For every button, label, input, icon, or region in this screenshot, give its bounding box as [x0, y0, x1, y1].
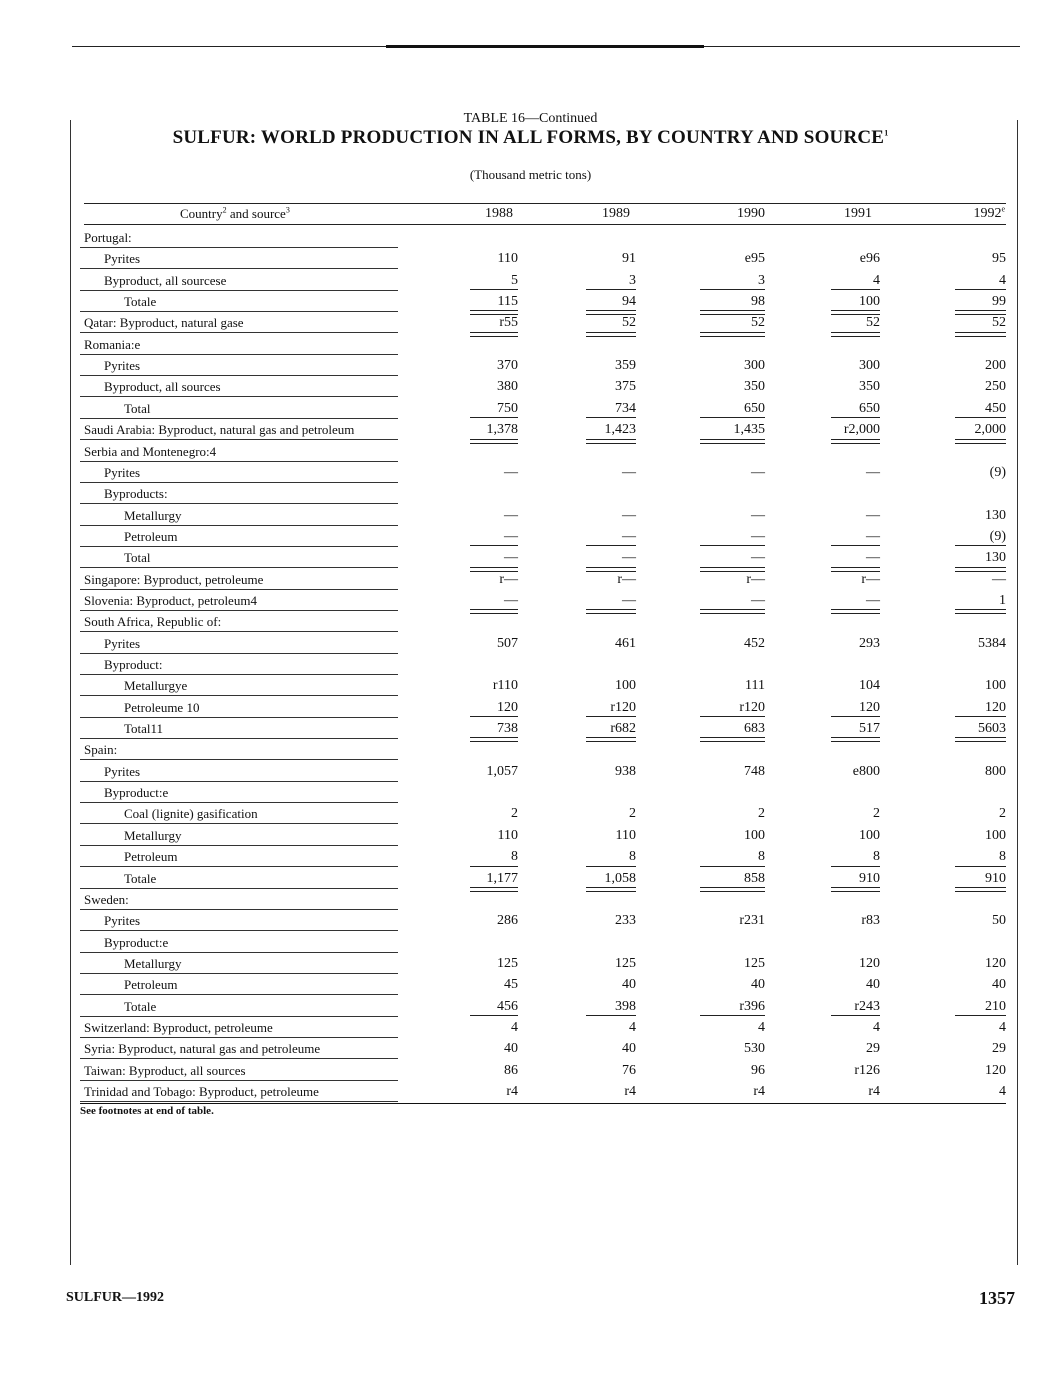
table-cell: r126	[854, 1062, 880, 1078]
table-cell: 200	[985, 358, 1006, 374]
table-cell: 91	[622, 251, 636, 267]
table-cell	[438, 738, 518, 759]
table-cell: 250	[985, 379, 1006, 395]
table-cell: 40	[866, 977, 880, 993]
table-cell: —	[504, 592, 518, 608]
table-cell: —	[504, 507, 518, 523]
row-label: Totale	[80, 995, 398, 1017]
table-cell: 233	[615, 913, 636, 929]
table-cell: 5	[511, 272, 518, 288]
table-cell: 120	[985, 1062, 1006, 1078]
table-cell: 750	[497, 400, 518, 416]
table-cell: r—	[499, 571, 518, 587]
left-margin-rule	[70, 120, 71, 1265]
row-label: Petroleum	[80, 973, 398, 995]
column-header-1992: 1992e	[973, 204, 1005, 221]
table-cell	[685, 333, 765, 354]
table-cell: 456	[497, 998, 518, 1014]
table-cell: 370	[497, 358, 518, 374]
footnote: See footnotes at end of table.	[80, 1105, 214, 1117]
table-cell: —	[751, 464, 765, 480]
table-cell: 359	[615, 358, 636, 374]
table-cell: 50	[992, 913, 1006, 929]
table-cell: 100	[859, 294, 880, 310]
row-label: Portugal:	[80, 226, 398, 248]
row-label: Sweden:	[80, 888, 398, 910]
table-cell	[800, 738, 880, 759]
table-bottom-rule	[80, 1103, 1006, 1104]
table-cell: 111	[745, 678, 765, 694]
table-cell	[926, 738, 1006, 759]
row-label: Coal (lignite) gasification	[80, 802, 398, 824]
table-cell: r55	[499, 315, 518, 331]
table-cell	[800, 226, 880, 247]
table-cell	[556, 738, 636, 759]
table-cell: 800	[985, 763, 1006, 779]
table-cell: 748	[744, 763, 765, 779]
table-cell: —	[866, 528, 880, 544]
row-label: Byproduct:	[80, 653, 398, 675]
table-cell: 461	[615, 635, 636, 651]
table-cell: 738	[497, 721, 518, 737]
table-cell: —	[504, 528, 518, 544]
row-label: Byproduct:e	[80, 781, 398, 803]
table-cell	[926, 226, 1006, 247]
table-cell: 300	[744, 358, 765, 374]
table-cell	[926, 482, 1006, 503]
row-label: Petroleume 10	[80, 696, 398, 718]
row-label: Pyrites	[80, 354, 398, 376]
row-label: Taiwan: Byproduct, all sources	[80, 1059, 398, 1081]
table-cell: 350	[744, 379, 765, 395]
top-rule-accent	[386, 45, 704, 48]
table-cell: 95	[992, 251, 1006, 267]
table-cell: 858	[744, 870, 765, 886]
row-label: Slovenia: Byproduct, petroleum4	[80, 589, 398, 611]
table-cell: 300	[859, 358, 880, 374]
table-cell: 910	[985, 870, 1006, 886]
row-label: Total	[80, 397, 398, 419]
table-cell	[685, 888, 765, 909]
table-cell: 100	[985, 827, 1006, 843]
table-title: SULFUR: WORLD PRODUCTION IN ALL FORMS, BY COUNTRY AND SOURCE$^1$	[172, 127, 889, 148]
table-cell: 40	[622, 1041, 636, 1057]
table-cell: r4	[753, 1084, 765, 1099]
table-cell: 110	[497, 827, 518, 843]
table-cell: 98	[751, 294, 765, 310]
table-cell: —	[504, 550, 518, 566]
row-label: Romania:e	[80, 333, 398, 355]
table-cell	[438, 653, 518, 674]
table-cell: 4	[873, 272, 880, 288]
table-cell: 517	[859, 721, 880, 737]
table-cell: 2,000	[974, 422, 1006, 438]
table-cell: 1,177	[486, 870, 518, 886]
table-cell: 650	[859, 400, 880, 416]
table-cell	[556, 482, 636, 503]
row-label: Totale	[80, 867, 398, 889]
row-label: Total	[80, 546, 398, 568]
row-label: Metallurgye	[80, 674, 398, 696]
table-cell: 29	[866, 1041, 880, 1057]
row-label: Byproduct, all sourcese	[80, 269, 398, 291]
table-cell: 507	[497, 635, 518, 651]
row-label: South Africa, Republic of:	[80, 610, 398, 632]
table-cell: —	[504, 464, 518, 480]
row-label: Switzerland: Byproduct, petroleume	[80, 1016, 398, 1038]
table-cell: 1,057	[486, 763, 518, 779]
table-cell	[800, 482, 880, 503]
table-cell: 52	[751, 315, 765, 331]
table-cell: e96	[859, 251, 880, 267]
table-cell: 4	[511, 1019, 518, 1035]
table-cell: 910	[859, 870, 880, 886]
table-cell: 530	[744, 1041, 765, 1057]
table-cell: 52	[866, 315, 880, 331]
table-cell: 120	[497, 699, 518, 715]
table-cell	[926, 653, 1006, 674]
table-cell: 99	[992, 294, 1006, 310]
table-cell: 293	[859, 635, 880, 651]
table-cell: r4	[868, 1084, 880, 1099]
table-cell: 4	[629, 1019, 636, 1035]
table-cell: (9)	[989, 528, 1006, 544]
row-label: Pyrites	[80, 461, 398, 483]
table-cell: 650	[744, 400, 765, 416]
table-cell: r83	[861, 913, 880, 929]
table-cell: 52	[622, 315, 636, 331]
table-cell: 1	[999, 592, 1006, 608]
row-label: Byproduct:e	[80, 931, 398, 953]
table-cell: r243	[854, 998, 880, 1014]
table-cell: r231	[739, 913, 765, 929]
column-header-1988: 1988	[485, 206, 513, 221]
table-cell: 2	[629, 806, 636, 822]
table-cell	[926, 610, 1006, 631]
table-cell: —	[866, 507, 880, 523]
table-cell: r4	[506, 1084, 518, 1099]
table-cell: 4	[999, 272, 1006, 288]
table-cell: 3	[629, 272, 636, 288]
table-cell: 52	[992, 315, 1006, 331]
table-cell	[685, 440, 765, 461]
right-margin-rule	[1017, 120, 1018, 1265]
table-cell: 2	[999, 806, 1006, 822]
table-cell: 104	[859, 678, 880, 694]
row-label: Pyrites	[80, 760, 398, 782]
table-cell: —	[622, 464, 636, 480]
table-cell: 110	[497, 251, 518, 267]
row-label: Syria: Byproduct, natural gas and petroleume	[80, 1037, 398, 1059]
table-cell: 350	[859, 379, 880, 395]
table-cell	[800, 440, 880, 461]
table-cell: 96	[751, 1062, 765, 1078]
column-header-1990: 1990	[737, 206, 765, 221]
table-cell: —	[751, 592, 765, 608]
table-cell: 4	[999, 1019, 1006, 1035]
table-cell: e95	[744, 251, 765, 267]
table-cell: —	[622, 550, 636, 566]
table-cell: (9)	[989, 464, 1006, 480]
table-cell: 5603	[978, 721, 1006, 737]
table-cell: 86	[504, 1062, 518, 1078]
table-units: (Thousand metric tons)	[469, 167, 592, 182]
column-header-country: Country$^2$ and source$^3$	[180, 205, 290, 221]
table-cell: 40	[751, 977, 765, 993]
table-cell: 380	[497, 379, 518, 395]
table-cell	[926, 931, 1006, 952]
table-cell	[438, 226, 518, 247]
row-label: Spain:	[80, 738, 398, 760]
table-cell: 4	[999, 1084, 1006, 1099]
table-cell	[556, 653, 636, 674]
row-label: Totale	[80, 290, 398, 312]
table-cell: —	[992, 571, 1006, 587]
row-label: Petroleum	[80, 845, 398, 867]
table-cell: 8	[629, 849, 636, 865]
row-label: Metallurgy	[80, 824, 398, 846]
row-label: Pyrites	[80, 632, 398, 654]
table-cell: —	[622, 528, 636, 544]
table-cell	[685, 482, 765, 503]
table-cell: 683	[744, 721, 765, 737]
table-cell: 120	[985, 699, 1006, 715]
table-cell	[556, 888, 636, 909]
row-label: Byproducts:	[80, 482, 398, 504]
table-cell: 120	[859, 955, 880, 971]
table-cell	[438, 888, 518, 909]
row-label: Trinidad and Tobago: Byproduct, petroleume	[80, 1080, 398, 1102]
table-cell: 120	[985, 955, 1006, 971]
table-cell	[926, 333, 1006, 354]
table-cell: 130	[985, 507, 1006, 523]
table-cell: r4	[624, 1084, 636, 1099]
table-cell: r2,000	[843, 422, 880, 438]
table-cell	[556, 333, 636, 354]
table-cell	[685, 226, 765, 247]
table-cell: —	[751, 550, 765, 566]
table-cell: 40	[622, 977, 636, 993]
table-cell	[685, 931, 765, 952]
table-cell: 40	[992, 977, 1006, 993]
table-cell: r—	[617, 571, 636, 587]
table-cell: 734	[615, 400, 636, 416]
row-label: Byproduct, all sources	[80, 375, 398, 397]
table-cell: 4	[758, 1019, 765, 1035]
table-cell: —	[751, 507, 765, 523]
running-footer: SULFUR—1992	[66, 1290, 165, 1305]
table-cell: 450	[985, 400, 1006, 416]
table-cell	[438, 482, 518, 503]
row-label: Metallurgy	[80, 952, 398, 974]
table-cell: 3	[758, 272, 765, 288]
table-cell: e800	[852, 763, 880, 779]
table-cell: r120	[739, 699, 765, 715]
table-cell: 40	[504, 1041, 518, 1057]
table-cell: 5384	[978, 635, 1006, 651]
row-label: Metallurgy	[80, 504, 398, 526]
row-label: Serbia and Montenegro:4	[80, 440, 398, 462]
table-cell	[438, 333, 518, 354]
table-cell: r—	[861, 571, 880, 587]
table-cell: 1,423	[604, 422, 636, 438]
table-cell: 452	[744, 635, 765, 651]
table-cell: 1,435	[733, 422, 765, 438]
row-label: Petroleum	[80, 525, 398, 547]
table-cell: 1,058	[604, 870, 636, 886]
table-cell: 100	[985, 678, 1006, 694]
table-cell: 120	[859, 699, 880, 715]
table-label: TABLE 16—Continued	[463, 111, 598, 126]
row-label: Total11	[80, 717, 398, 739]
table-cell: 125	[744, 955, 765, 971]
table-cell: 2	[758, 806, 765, 822]
table-cell: 76	[622, 1062, 636, 1078]
table-cell: 130	[985, 550, 1006, 566]
page-number: 1357	[979, 1288, 1015, 1308]
table-cell: —	[866, 464, 880, 480]
table-cell: r396	[739, 998, 765, 1014]
header-bottom-rule	[84, 224, 1006, 225]
table-cell: —	[622, 592, 636, 608]
table-cell: 8	[873, 849, 880, 865]
table-cell: 398	[615, 998, 636, 1014]
table-cell	[685, 781, 765, 802]
table-cell	[438, 440, 518, 461]
table-cell	[800, 781, 880, 802]
table-cell: 125	[615, 955, 636, 971]
table-cell	[438, 781, 518, 802]
table-cell	[685, 653, 765, 674]
table-cell	[438, 610, 518, 631]
table-cell: 1,378	[486, 422, 518, 438]
table-cell	[800, 888, 880, 909]
table-cell: —	[866, 550, 880, 566]
table-cell: 210	[985, 998, 1006, 1014]
table-cell: r110	[492, 678, 518, 694]
column-header-1989: 1989	[602, 206, 630, 221]
table-cell: 2	[511, 806, 518, 822]
row-label: Singapore: Byproduct, petroleume	[80, 568, 398, 590]
row-label: Saudi Arabia: Byproduct, natural gas and petroleum	[80, 418, 398, 440]
table-cell: 4	[873, 1019, 880, 1035]
table-cell	[438, 931, 518, 952]
table-cell	[685, 610, 765, 631]
column-header-1991: 1991	[844, 206, 872, 221]
table-cell: —	[866, 592, 880, 608]
table-cell: 100	[859, 827, 880, 843]
table-cell: 8	[999, 849, 1006, 865]
table-cell: r—	[746, 571, 765, 587]
table-cell	[556, 610, 636, 631]
table-cell: 45	[504, 977, 518, 993]
table-cell	[556, 931, 636, 952]
table-cell	[800, 653, 880, 674]
table-cell: 94	[622, 294, 636, 310]
table-cell	[556, 781, 636, 802]
table-cell: 100	[744, 827, 765, 843]
table-cell: 8	[511, 849, 518, 865]
table-cell: 115	[497, 294, 518, 310]
table-cell: 286	[497, 913, 518, 929]
table-cell: 110	[615, 827, 636, 843]
row-label: Pyrites	[80, 909, 398, 931]
table-cell: 125	[497, 955, 518, 971]
table-cell	[556, 440, 636, 461]
table-cell	[926, 440, 1006, 461]
table-cell: r120	[610, 699, 636, 715]
table-cell	[685, 738, 765, 759]
table-cell	[800, 610, 880, 631]
row-label: Pyrites	[80, 247, 398, 269]
table-cell: 938	[615, 763, 636, 779]
table-cell: 2	[873, 806, 880, 822]
table-cell	[926, 781, 1006, 802]
table-cell	[800, 931, 880, 952]
table-cell	[926, 888, 1006, 909]
row-label: Qatar: Byproduct, natural gase	[80, 311, 398, 333]
table-cell	[800, 333, 880, 354]
table-cell: —	[751, 528, 765, 544]
table-cell: 29	[992, 1041, 1006, 1057]
table-cell	[556, 226, 636, 247]
table-cell: 100	[615, 678, 636, 694]
table-cell: 8	[758, 849, 765, 865]
table-cell: —	[622, 507, 636, 523]
table-cell: r682	[610, 721, 636, 737]
table-cell: 375	[615, 379, 636, 395]
